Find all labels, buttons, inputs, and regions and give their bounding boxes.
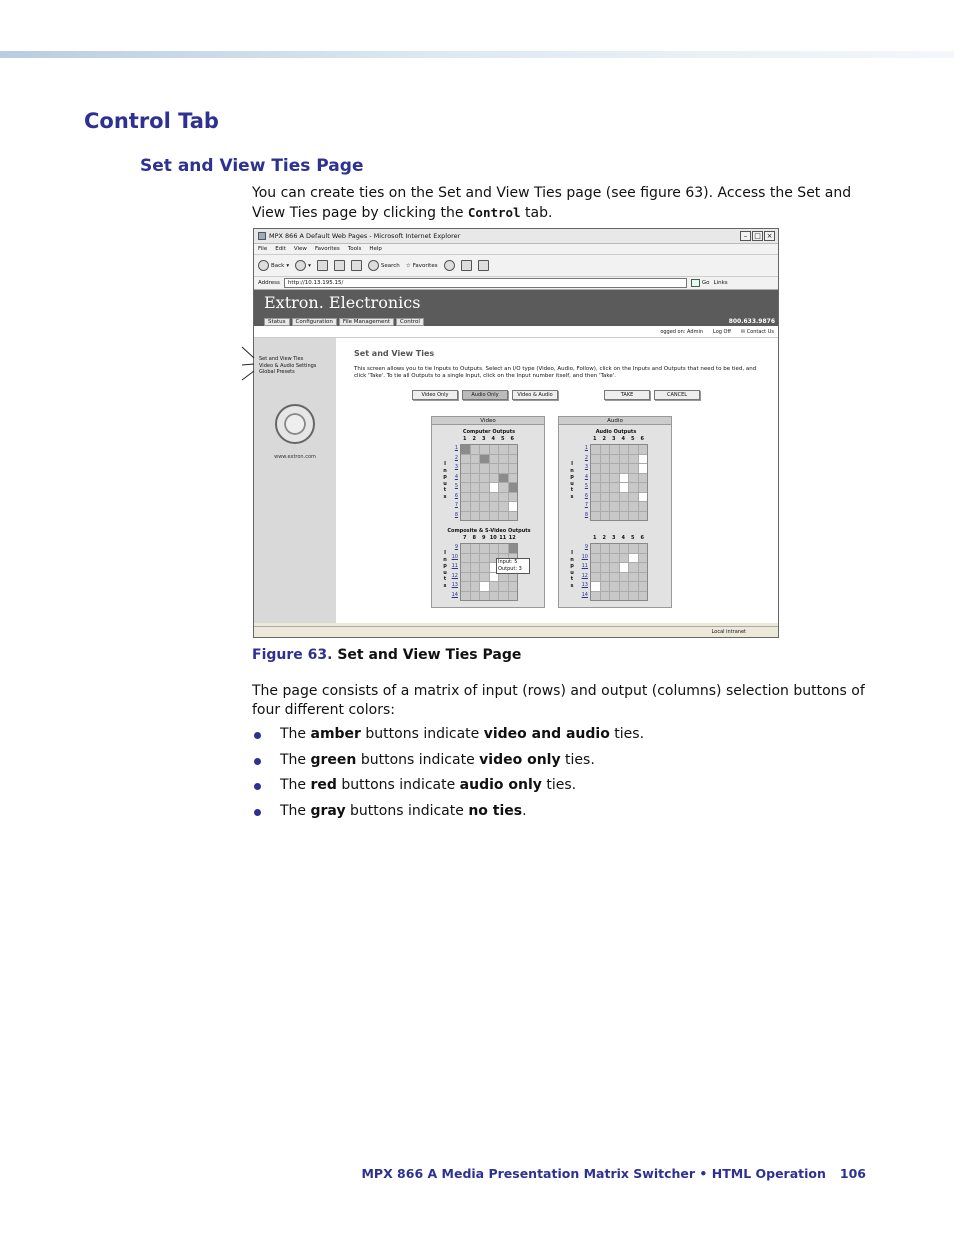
- tie-button[interactable]: [610, 464, 619, 473]
- tie-button[interactable]: [509, 474, 518, 483]
- tie-button[interactable]: [639, 573, 648, 582]
- menu-edit[interactable]: Edit: [275, 246, 286, 252]
- tie-button[interactable]: [490, 483, 499, 492]
- tie-button[interactable]: [610, 573, 619, 582]
- tie-button[interactable]: [471, 563, 480, 572]
- tie-button[interactable]: [490, 512, 499, 521]
- contact-us-link[interactable]: ✉ Contact Us: [740, 328, 774, 335]
- tie-button[interactable]: [461, 445, 470, 454]
- log-off-link[interactable]: Log Off: [713, 328, 731, 335]
- tie-button[interactable]: [490, 474, 499, 483]
- tie-button[interactable]: [591, 563, 600, 572]
- tie-button[interactable]: [471, 455, 480, 464]
- address-label: Address: [258, 280, 280, 286]
- inner-page-desc: This screen allows you to tie Inputs to Outputs. Select an I/O type (Video, Audio, Follow), click on the Inputs and Outputs that need to be tied, and click 'Take'. To tie all Outputs to a single Input, click on the Input number itself, and then 'Take'.: [354, 366, 757, 379]
- tie-button[interactable]: [471, 493, 480, 502]
- tie-button[interactable]: [471, 502, 480, 511]
- browser-statusbar: [254, 626, 778, 637]
- audio-outputs-label: Audio Outputs: [595, 429, 637, 435]
- tie-button[interactable]: [620, 445, 629, 454]
- header-rule: [0, 51, 954, 58]
- footer-text: MPX 866 A Media Presentation Matrix Switcher • HTML Operation: [361, 1166, 826, 1181]
- sidebar-item-av-settings[interactable]: Video & Audio Settings: [259, 362, 317, 369]
- address-bar: [254, 277, 778, 290]
- tie-button[interactable]: [461, 582, 470, 591]
- nav-tabs: [264, 318, 424, 326]
- sidebar: [254, 338, 336, 623]
- tie-button[interactable]: [461, 512, 470, 521]
- address-input[interactable]: http://10.13.195.15/: [284, 278, 687, 288]
- search-icon: [368, 260, 379, 271]
- tie-button[interactable]: [499, 493, 508, 502]
- figure-number: Figure 63.: [252, 647, 333, 663]
- audio-upper-grid[interactable]: [590, 444, 648, 521]
- tie-button[interactable]: [610, 493, 619, 502]
- bullet-icon: [254, 758, 261, 765]
- star-icon: ☆: [405, 262, 411, 269]
- tie-button[interactable]: [601, 592, 610, 601]
- tie-button[interactable]: [480, 573, 489, 582]
- menu-help[interactable]: Help: [369, 246, 382, 252]
- tie-button[interactable]: [509, 502, 518, 511]
- tie-button[interactable]: [639, 455, 648, 464]
- tie-button[interactable]: [620, 563, 629, 572]
- tie-button[interactable]: [629, 582, 638, 591]
- session-bar: [254, 326, 778, 338]
- section-title: Set and View Ties Page: [140, 156, 364, 176]
- tie-button[interactable]: [490, 582, 499, 591]
- tie-button[interactable]: [610, 554, 619, 563]
- tie-button[interactable]: [461, 464, 470, 473]
- tie-button[interactable]: [620, 464, 629, 473]
- tie-button[interactable]: [490, 464, 499, 473]
- cancel-button[interactable]: CANCEL: [654, 390, 700, 400]
- tab-file-management[interactable]: File Management: [339, 318, 394, 326]
- intro-text-2: tab.: [520, 205, 553, 221]
- tie-button[interactable]: [499, 592, 508, 601]
- tie-button[interactable]: [499, 483, 508, 492]
- tie-button[interactable]: [591, 502, 600, 511]
- tie-button[interactable]: [499, 582, 508, 591]
- tie-button[interactable]: [610, 582, 619, 591]
- tie-button[interactable]: [480, 455, 489, 464]
- forward-icon: [295, 260, 306, 271]
- page-number: 106: [839, 1166, 866, 1181]
- tie-button[interactable]: [601, 563, 610, 572]
- audio-upper-row-numbers[interactable]: 1 2 3 4 5 6 7 8: [584, 445, 588, 518]
- tie-button[interactable]: [639, 483, 648, 492]
- composite-outputs-label: Composite & S-Video Outputs: [447, 528, 531, 534]
- tie-button[interactable]: [591, 474, 600, 483]
- figure-screenshot: [253, 228, 779, 638]
- browser-titlebar: [254, 229, 778, 244]
- inner-page-title: Set and View Ties: [354, 349, 435, 358]
- print-icon[interactable]: [478, 260, 489, 271]
- stop-icon[interactable]: [317, 260, 328, 271]
- tie-button[interactable]: [591, 483, 600, 492]
- tie-button[interactable]: [601, 502, 610, 511]
- audio-lower-grid[interactable]: [590, 543, 648, 601]
- tie-button[interactable]: [639, 554, 648, 563]
- color-legend-list: [252, 726, 644, 828]
- audio-only-button[interactable]: Audio Only: [462, 390, 508, 400]
- tie-button[interactable]: [620, 483, 629, 492]
- zone-label: Local intranet: [711, 629, 746, 635]
- tie-button[interactable]: [499, 544, 508, 553]
- tie-button[interactable]: [629, 493, 638, 502]
- tie-button[interactable]: [629, 455, 638, 464]
- favorites-button[interactable]: ☆ Favorites: [405, 262, 438, 269]
- extron-seal-icon: [275, 404, 315, 444]
- tie-button[interactable]: [499, 445, 508, 454]
- audio-panel-title: Audio: [559, 417, 671, 425]
- upper-row-numbers[interactable]: 1 2 3 4 5 6 7 8: [454, 445, 458, 518]
- tie-button[interactable]: [610, 474, 619, 483]
- tie-button[interactable]: [601, 512, 610, 521]
- tie-button[interactable]: [639, 502, 648, 511]
- composite-col-numbers: 7 8 9 10 11 12: [463, 535, 516, 541]
- audio-lower-row-numbers[interactable]: 9 10 11 12 13 14: [581, 544, 588, 598]
- tie-button[interactable]: [601, 582, 610, 591]
- tie-button[interactable]: [490, 592, 499, 601]
- tie-button[interactable]: [639, 563, 648, 572]
- page-title: Control Tab: [84, 109, 219, 133]
- tie-button[interactable]: [490, 544, 499, 553]
- tab-control[interactable]: Control: [396, 318, 424, 326]
- tie-button[interactable]: [610, 455, 619, 464]
- tie-button[interactable]: [629, 445, 638, 454]
- tab-status[interactable]: Status: [264, 318, 290, 326]
- tie-button[interactable]: [610, 592, 619, 601]
- computer-outputs-label: Computer Outputs: [462, 429, 516, 435]
- mode-buttons: [412, 390, 700, 400]
- window-title: MPX 866 A Default Web Pages - Microsoft Internet Explorer: [269, 232, 461, 240]
- web-content: [254, 290, 778, 623]
- back-icon: [258, 260, 269, 271]
- audio-lower-col-numbers: 1 2 3 4 5 6: [593, 535, 644, 541]
- tie-button[interactable]: [639, 474, 648, 483]
- list-item: The red buttons indicate audio only ties.: [252, 777, 644, 803]
- tie-button[interactable]: [461, 455, 470, 464]
- page-footer: [361, 1166, 866, 1181]
- tie-button[interactable]: [629, 474, 638, 483]
- tie-button[interactable]: [471, 474, 480, 483]
- audio-panel: [558, 416, 672, 608]
- intro-code: Control: [467, 205, 521, 220]
- tie-button[interactable]: [639, 592, 648, 601]
- tie-button[interactable]: [461, 493, 470, 502]
- sidebar-item-set-view-ties[interactable]: Set and View Ties: [259, 356, 304, 362]
- tie-button[interactable]: [471, 544, 480, 553]
- tie-button[interactable]: [490, 502, 499, 511]
- tie-button[interactable]: [471, 554, 480, 563]
- tie-button[interactable]: [509, 455, 518, 464]
- tie-button[interactable]: [480, 554, 489, 563]
- body-paragraph: The page consists of a matrix of input (rows) and output (columns) selection buttons of four different colors:: [252, 683, 865, 718]
- tie-button[interactable]: [499, 474, 508, 483]
- tie-button[interactable]: [601, 493, 610, 502]
- tie-button[interactable]: [620, 592, 629, 601]
- tie-button[interactable]: [601, 445, 610, 454]
- extron-website-link[interactable]: www.extron.com: [274, 454, 316, 460]
- tie-button[interactable]: [499, 502, 508, 511]
- tie-button[interactable]: [629, 483, 638, 492]
- tie-button[interactable]: [591, 445, 600, 454]
- tie-button[interactable]: [461, 563, 470, 572]
- tie-button[interactable]: [591, 493, 600, 502]
- logged-on-text: ogged on: Admin: [660, 328, 703, 335]
- tie-button[interactable]: [509, 483, 518, 492]
- video-computer-grid[interactable]: [460, 444, 518, 521]
- home-icon[interactable]: [351, 260, 362, 271]
- tie-button[interactable]: [509, 592, 518, 601]
- video-audio-button[interactable]: Video & Audio: [512, 390, 558, 400]
- close-icon[interactable]: ×: [764, 231, 775, 241]
- tie-button[interactable]: [639, 493, 648, 502]
- video-only-button[interactable]: Video Only: [412, 390, 458, 400]
- tie-button[interactable]: [639, 445, 648, 454]
- minimize-icon[interactable]: –: [740, 231, 751, 241]
- tie-button[interactable]: [591, 582, 600, 591]
- tie-button[interactable]: [461, 544, 470, 553]
- maximize-icon[interactable]: □: [752, 231, 763, 241]
- tie-button[interactable]: [601, 464, 610, 473]
- tie-button[interactable]: [461, 474, 470, 483]
- tie-button[interactable]: [601, 554, 610, 563]
- browser-toolbar: [254, 255, 778, 277]
- lower-row-numbers[interactable]: 9 10 11 12 13 14: [451, 544, 458, 598]
- bullet-icon: [254, 783, 261, 790]
- refresh-icon[interactable]: [334, 260, 345, 271]
- tie-button[interactable]: [509, 512, 518, 521]
- tie-button[interactable]: [480, 512, 489, 521]
- list-item: The gray buttons indicate no ties.: [252, 803, 644, 829]
- tie-button[interactable]: [480, 483, 489, 492]
- phone-number: 800.633.9876: [728, 318, 775, 325]
- tie-button[interactable]: [471, 483, 480, 492]
- tie-button[interactable]: [480, 544, 489, 553]
- tie-button[interactable]: [620, 544, 629, 553]
- figure-caption-text: Set and View Ties Page: [337, 647, 522, 663]
- tie-button[interactable]: [591, 455, 600, 464]
- menu-view[interactable]: View: [293, 246, 307, 252]
- bullet-icon: [254, 732, 261, 739]
- video-panel-title: Video: [432, 417, 544, 425]
- list-item: The green buttons indicate video only ties.: [252, 752, 644, 778]
- tie-button[interactable]: [629, 502, 638, 511]
- tie-button[interactable]: [610, 483, 619, 492]
- inputs-vertical-label: I n p u t s: [443, 461, 447, 500]
- extron-logo: Extron. Electronics: [264, 293, 421, 312]
- tie-button[interactable]: [509, 445, 518, 454]
- tie-button[interactable]: [480, 464, 489, 473]
- tie-button[interactable]: [499, 455, 508, 464]
- tie-button[interactable]: [620, 474, 629, 483]
- browser-menubar: [254, 244, 778, 255]
- tie-button[interactable]: [471, 592, 480, 601]
- tie-button[interactable]: [480, 592, 489, 601]
- mail-icon[interactable]: [461, 260, 472, 271]
- tie-button[interactable]: [471, 573, 480, 582]
- tie-button[interactable]: [610, 544, 619, 553]
- audio-inputs-vertical-label-2: I n p u t s: [570, 550, 574, 589]
- sidebar-item-global-presets[interactable]: Global Presets: [259, 369, 295, 375]
- tie-button[interactable]: [639, 464, 648, 473]
- menu-tools[interactable]: Tools: [347, 246, 362, 252]
- tie-button[interactable]: [620, 582, 629, 591]
- take-button[interactable]: TAKE: [604, 390, 650, 400]
- links-button[interactable]: Links: [713, 280, 728, 286]
- tie-button[interactable]: [461, 592, 470, 601]
- tie-button[interactable]: [461, 554, 470, 563]
- tie-button[interactable]: [509, 464, 518, 473]
- tie-button[interactable]: [620, 502, 629, 511]
- tie-button[interactable]: [591, 573, 600, 582]
- tie-button[interactable]: [480, 445, 489, 454]
- back-button[interactable]: Back ▾: [258, 260, 289, 271]
- tie-button[interactable]: [639, 544, 648, 553]
- list-item: The amber buttons indicate video and audio ties.: [252, 726, 644, 752]
- tie-button[interactable]: [461, 573, 470, 582]
- figure-caption: [252, 647, 521, 663]
- tie-button[interactable]: [620, 512, 629, 521]
- tie-button[interactable]: [490, 455, 499, 464]
- extron-banner: [254, 290, 778, 326]
- tie-button[interactable]: [629, 464, 638, 473]
- bullet-icon: [254, 809, 261, 816]
- audio-inputs-vertical-label: I n p u t s: [570, 461, 574, 500]
- menu-file[interactable]: File: [258, 246, 268, 252]
- tie-button[interactable]: [620, 554, 629, 563]
- tie-button[interactable]: [591, 554, 600, 563]
- tie-button[interactable]: [610, 502, 619, 511]
- tie-button[interactable]: [639, 582, 648, 591]
- tie-button[interactable]: [591, 464, 600, 473]
- search-button[interactable]: Search: [368, 260, 400, 271]
- history-icon[interactable]: [444, 260, 455, 271]
- tie-button[interactable]: [591, 544, 600, 553]
- tie-button[interactable]: [499, 464, 508, 473]
- tie-button[interactable]: [480, 502, 489, 511]
- menu-favorites[interactable]: Favorites: [314, 246, 340, 252]
- tie-button[interactable]: [471, 445, 480, 454]
- tie-button[interactable]: [490, 445, 499, 454]
- tie-button[interactable]: [480, 563, 489, 572]
- tie-tooltip: Input: 5 Output: 3: [496, 558, 530, 574]
- tie-button[interactable]: [601, 573, 610, 582]
- tie-button[interactable]: [629, 563, 638, 572]
- tie-button[interactable]: [509, 582, 518, 591]
- computer-col-numbers: 1 2 3 4 5 6: [463, 436, 514, 442]
- tie-button[interactable]: [620, 573, 629, 582]
- video-panel: [431, 416, 545, 608]
- tie-button[interactable]: [490, 493, 499, 502]
- tie-button[interactable]: [471, 512, 480, 521]
- tie-button[interactable]: [610, 512, 619, 521]
- tie-button[interactable]: [591, 512, 600, 521]
- inputs-vertical-label-2: I n p u t s: [443, 550, 447, 589]
- tie-button[interactable]: [629, 573, 638, 582]
- tie-button[interactable]: [601, 455, 610, 464]
- tie-button[interactable]: [509, 493, 518, 502]
- tie-button[interactable]: [471, 582, 480, 591]
- tie-button[interactable]: [639, 512, 648, 521]
- tie-button[interactable]: [620, 455, 629, 464]
- tie-button[interactable]: [601, 474, 610, 483]
- tie-button[interactable]: [629, 512, 638, 521]
- tie-button[interactable]: [499, 512, 508, 521]
- tie-button[interactable]: [610, 445, 619, 454]
- intro-paragraph: [252, 184, 872, 223]
- callout-lines: [240, 343, 256, 383]
- go-button[interactable]: Go: [691, 279, 710, 287]
- tie-button[interactable]: [461, 502, 470, 511]
- tie-button[interactable]: [629, 544, 638, 553]
- tie-button[interactable]: [471, 464, 480, 473]
- go-icon: [691, 279, 700, 287]
- tie-button[interactable]: [461, 483, 470, 492]
- tie-button[interactable]: [480, 582, 489, 591]
- tab-configuration[interactable]: Configuration: [292, 318, 337, 326]
- tie-button[interactable]: [610, 563, 619, 572]
- tie-button[interactable]: [601, 483, 610, 492]
- tie-button[interactable]: [591, 592, 600, 601]
- intro-text-1: You can create ties on the Set and View Ties page (see figure 63). Access the Set and View Ties page by clicking the: [252, 185, 852, 221]
- tie-button[interactable]: [480, 474, 489, 483]
- tie-button[interactable]: [601, 544, 610, 553]
- tie-button[interactable]: [629, 554, 638, 563]
- tie-button[interactable]: [509, 544, 518, 553]
- audio-col-numbers: 1 2 3 4 5 6: [593, 436, 644, 442]
- tie-button[interactable]: [620, 493, 629, 502]
- ie-icon: [258, 232, 266, 240]
- forward-button[interactable]: ▾: [295, 260, 311, 271]
- tie-button[interactable]: [629, 592, 638, 601]
- tie-button[interactable]: [480, 493, 489, 502]
